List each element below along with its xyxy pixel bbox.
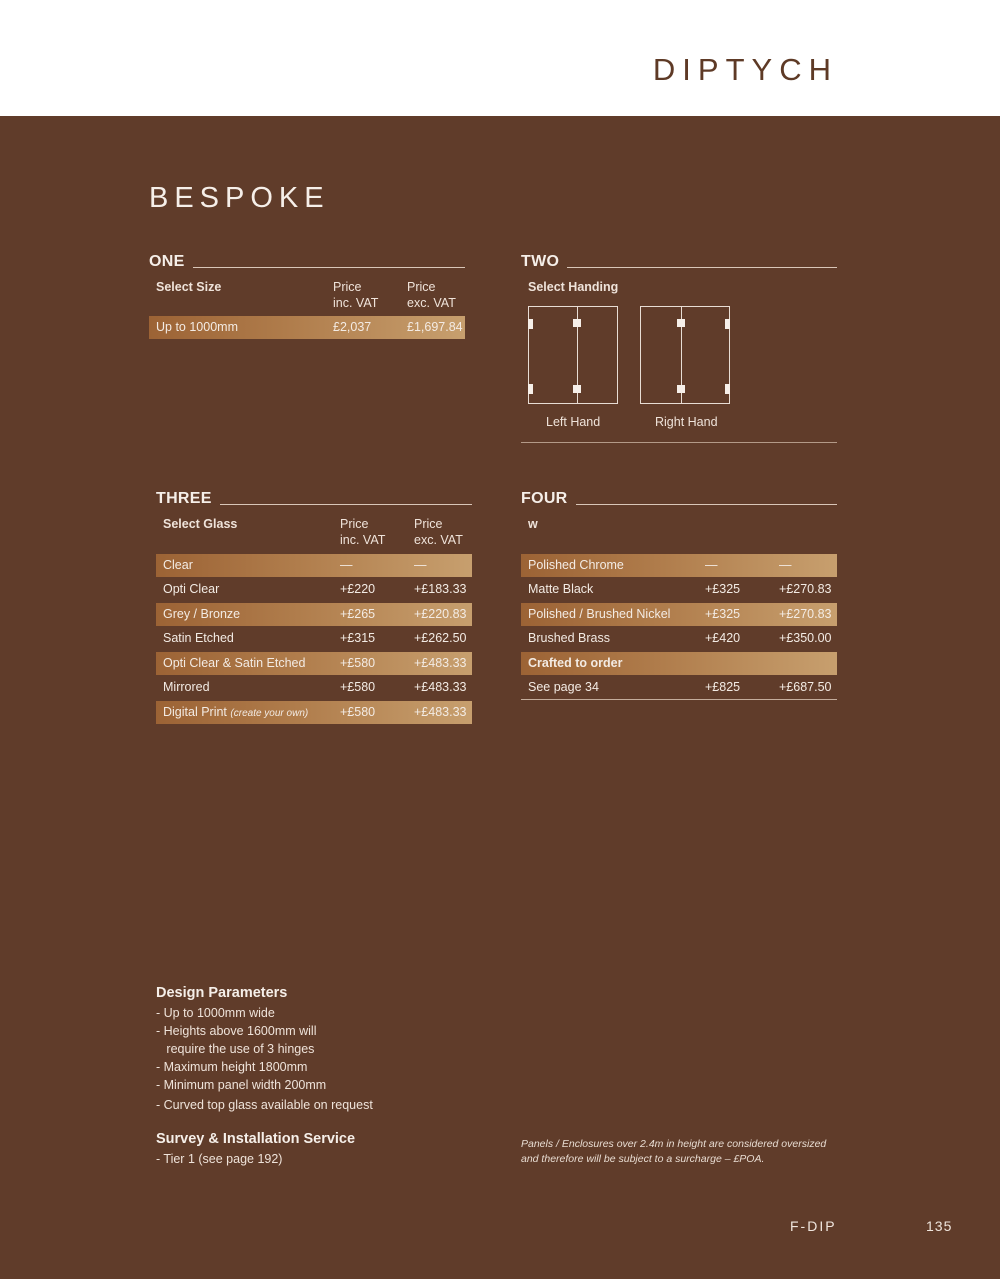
section-two-bottom-rule — [521, 442, 837, 443]
glass-label: Grey / Bronze — [163, 607, 241, 621]
three-col-exc: Price exc. VAT — [414, 517, 463, 547]
four-col-label: w — [528, 517, 538, 531]
glass-label: Satin Etched — [163, 631, 234, 645]
glass-exc: — — [414, 558, 427, 572]
right-hand-diagram[interactable] — [640, 306, 730, 404]
section-one-heading — [149, 254, 465, 270]
left-hand-label: Left Hand — [546, 415, 601, 429]
glass-label: Mirrored — [163, 680, 210, 694]
glass-exc: +£483.33 — [414, 680, 467, 694]
hinge-icon — [725, 319, 730, 329]
design-item: - Minimum panel width 200mm — [156, 1078, 327, 1092]
finish-row[interactable] — [521, 603, 837, 626]
glass-inc: +£265 — [340, 607, 376, 621]
finish-exc: +£687.50 — [779, 680, 832, 694]
section-three-heading — [156, 491, 472, 507]
glass-inc: +£220 — [340, 582, 376, 596]
three-col-label: Select Glass — [163, 517, 238, 531]
section-three-title: THREE — [156, 490, 212, 507]
three-col-inc: Price inc. VAT — [340, 517, 386, 547]
glass-label-text: Digital Print — [163, 705, 227, 719]
section-four-bottom-rule — [521, 699, 837, 700]
one-col-inc: Price inc. VAT — [333, 280, 379, 310]
size-row[interactable] — [149, 316, 465, 339]
page-number: 135 — [926, 1218, 953, 1234]
hinge-icon — [528, 319, 533, 329]
finish-inc: +£420 — [705, 631, 741, 645]
glass-exc: +£220.83 — [414, 607, 467, 621]
footnote-line: Panels / Enclosures over 2.4m in height are considered oversized — [521, 1138, 827, 1150]
glass-inc: +£315 — [340, 631, 376, 645]
glass-exc: +£483.33 — [414, 656, 467, 670]
finish-row[interactable] — [521, 554, 837, 577]
design-parameters-title: Design Parameters — [156, 985, 288, 1001]
oversize-footnote — [521, 1137, 826, 1167]
one-col-label: Select Size — [156, 280, 222, 294]
design-item: require the use of 3 hinges — [156, 1042, 315, 1056]
hinge-icon — [677, 385, 685, 393]
glass-label — [163, 701, 308, 725]
finish-row[interactable] — [521, 578, 837, 601]
finish-inc: +£325 — [705, 582, 741, 596]
glass-inc: +£580 — [340, 680, 376, 694]
section-two-rule — [567, 267, 837, 268]
finish-exc: +£270.83 — [779, 607, 832, 621]
one-col-exc: Price exc. VAT — [407, 280, 456, 310]
hinge-icon — [725, 384, 730, 394]
glass-inc: +£580 — [340, 705, 376, 719]
two-col-label: Select Handing — [528, 280, 619, 294]
hinge-icon — [677, 319, 685, 327]
design-item: - Maximum height 1800mm — [156, 1060, 308, 1074]
hinge-icon — [573, 385, 581, 393]
page-title: BESPOKE — [149, 182, 330, 214]
finish-label: Brushed Brass — [528, 631, 610, 645]
glass-inc: — — [340, 558, 353, 572]
finish-row[interactable] — [521, 627, 837, 650]
section-four-heading — [521, 491, 837, 507]
finish-exc: — — [779, 558, 792, 572]
design-item: - Up to 1000mm wide — [156, 1006, 275, 1020]
glass-row[interactable] — [156, 652, 472, 675]
glass-label: Clear — [163, 558, 193, 572]
finish-inc: +£325 — [705, 607, 741, 621]
size-label: Up to 1000mm — [156, 320, 238, 334]
glass-label: Opti Clear — [163, 582, 220, 596]
section-two-title: TWO — [521, 253, 560, 270]
size-inc: £2,037 — [333, 320, 372, 334]
design-item: - Heights above 1600mm will — [156, 1024, 317, 1038]
finish-label: Crafted to order — [528, 656, 623, 670]
glass-exc: +£483.33 — [414, 705, 467, 719]
hinge-icon — [528, 384, 533, 394]
footnote-line: and therefore will be subject to a surcharge – £POA. — [521, 1153, 765, 1165]
size-exc: £1,697.84 — [407, 320, 463, 334]
finish-label: Polished Chrome — [528, 558, 624, 572]
product-code: F-DIP — [790, 1218, 837, 1234]
glass-exc: +£183.33 — [414, 582, 467, 596]
content-panel — [0, 116, 1000, 1279]
right-hand-label: Right Hand — [655, 415, 718, 429]
glass-label: Opti Clear & Satin Etched — [163, 656, 306, 670]
glass-row[interactable] — [156, 554, 472, 577]
section-two-heading — [521, 254, 837, 270]
survey-item: - Tier 1 (see page 192) — [156, 1152, 283, 1166]
glass-row[interactable] — [156, 676, 472, 699]
hinge-icon — [573, 319, 581, 327]
header-bar — [0, 0, 1000, 116]
section-three-rule — [220, 504, 472, 505]
finish-row[interactable] — [521, 676, 837, 699]
section-one-title: ONE — [149, 253, 185, 270]
finish-label: Matte Black — [528, 582, 594, 596]
section-one-rule — [193, 267, 465, 268]
glass-row[interactable] — [156, 701, 472, 724]
survey-title: Survey & Installation Service — [156, 1131, 356, 1147]
finish-exc: +£270.83 — [779, 582, 832, 596]
glass-row[interactable] — [156, 627, 472, 650]
glass-row[interactable] — [156, 578, 472, 601]
glass-exc: +£262.50 — [414, 631, 467, 645]
section-four-rule — [576, 504, 837, 505]
left-hand-diagram[interactable] — [528, 306, 618, 404]
glass-row[interactable] — [156, 603, 472, 626]
section-four-title: FOUR — [521, 490, 568, 507]
finish-exc: +£350.00 — [779, 631, 832, 645]
finish-row-heading — [521, 652, 837, 675]
brand-logo: DIPTYCH — [652, 52, 838, 87]
glass-inc: +£580 — [340, 656, 376, 670]
finish-label: See page 34 — [528, 680, 599, 694]
design-item: - Curved top glass available on request — [156, 1098, 373, 1112]
finish-inc: +£825 — [705, 680, 741, 694]
glass-note: (create your own) — [230, 708, 309, 719]
finish-inc: — — [705, 558, 718, 572]
finish-label: Polished / Brushed Nickel — [528, 607, 671, 621]
